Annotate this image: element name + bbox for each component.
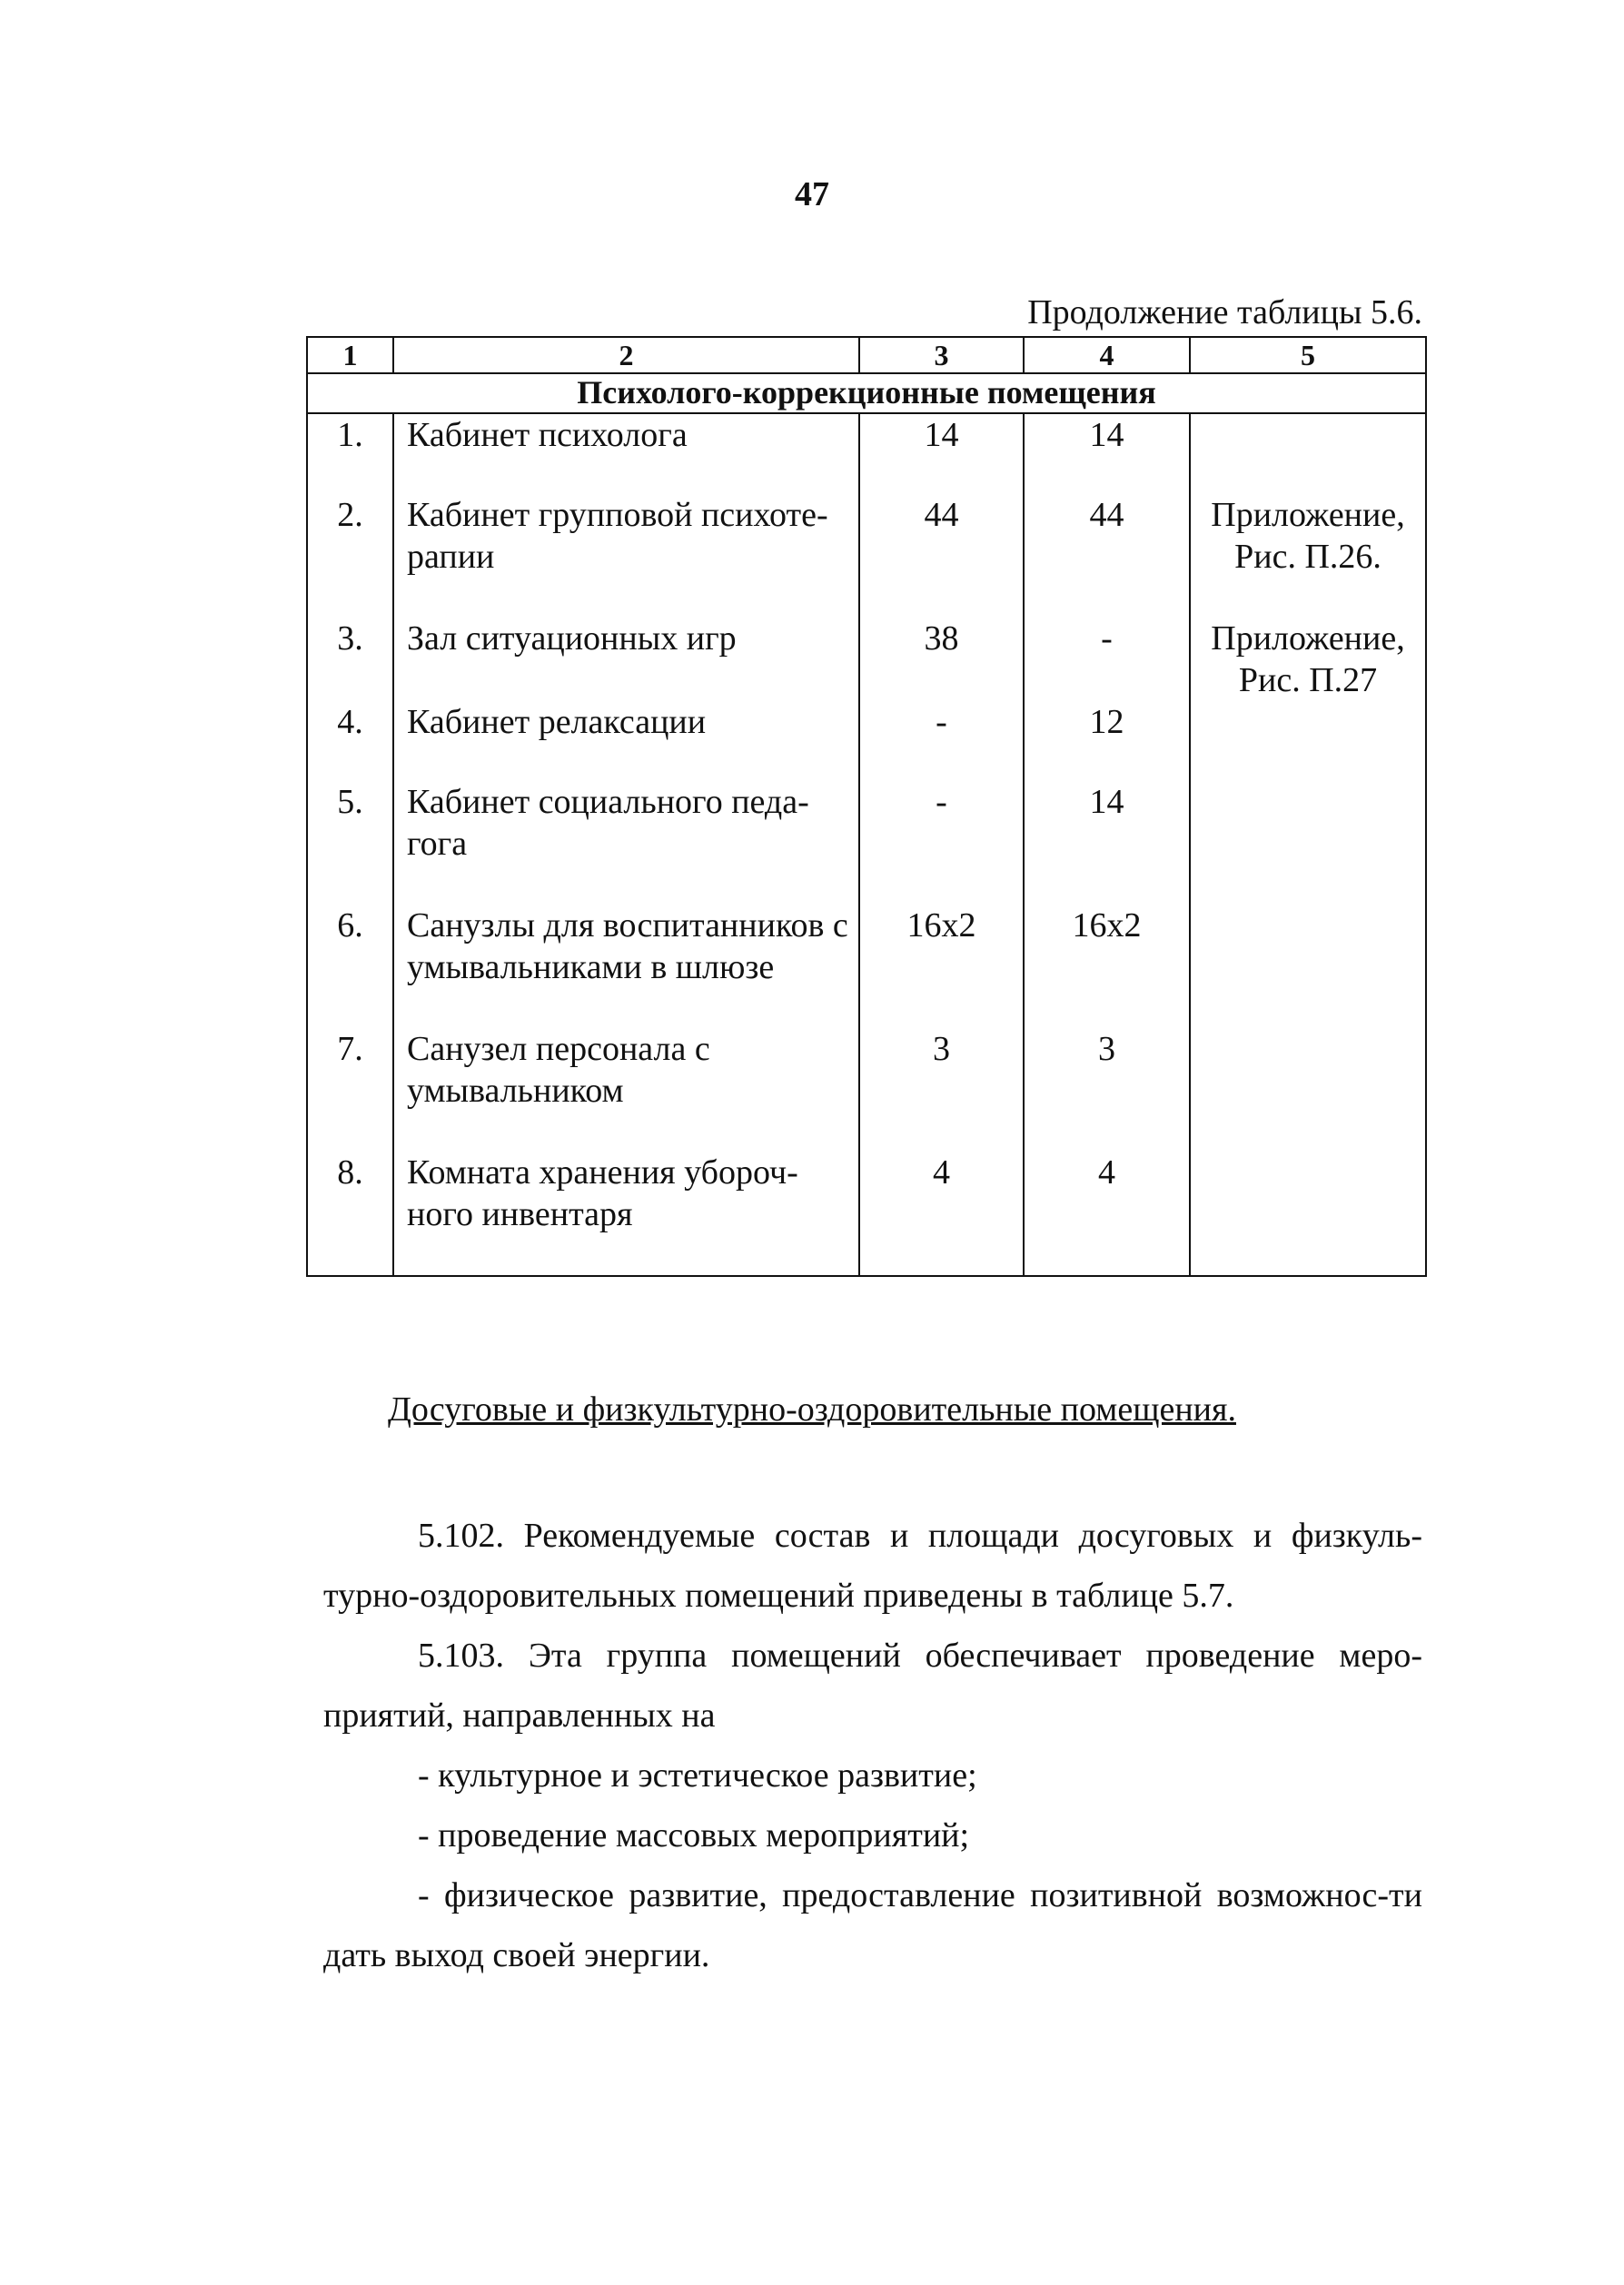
reference <box>1190 781 1426 905</box>
list-item: - физическое развитие, предоставление позитивной возможнос-ти дать выход своей энергии. <box>323 1876 1422 1974</box>
header-col-2: 2 <box>393 337 859 373</box>
room-name: Санузел персонала с умывальником <box>393 1028 859 1152</box>
area-col3: - <box>859 701 1024 781</box>
reference <box>1190 701 1426 781</box>
reference: Приложение, Рис. П.27 <box>1190 618 1426 701</box>
list-item: - культурное и эстетическое развитие; <box>418 1756 977 1795</box>
area-col3: 14 <box>859 413 1024 494</box>
table-row <box>307 1152 1426 1276</box>
row-number: 6. <box>307 905 393 1028</box>
area-col4: 12 <box>1024 701 1190 781</box>
reference <box>1190 413 1426 494</box>
paragraph-5-103: 5.103. Эта группа помещений обеспечивает проведение меро-приятий, направленных на <box>323 1637 1422 1735</box>
reference: Приложение, Рис. П.26. <box>1190 494 1426 618</box>
table-header-row <box>307 337 1426 373</box>
paragraph-5-102: 5.102. Рекомендуемые состав и площади досуговых и физкуль-турно-оздоровительных помещений приведены в таблице 5.7. <box>323 1517 1422 1615</box>
row-number: 1. <box>307 413 393 494</box>
room-name: Санузлы для воспитанников с умывальниками в шлюзе <box>393 905 859 1028</box>
area-col3: - <box>859 781 1024 905</box>
row-number: 4. <box>307 701 393 781</box>
reference <box>1190 905 1426 1028</box>
area-col4: 3 <box>1024 1028 1190 1152</box>
area-col4: 16x2 <box>1024 905 1190 1028</box>
area-col3: 38 <box>859 618 1024 701</box>
table-caption: Продолжение таблицы 5.6. <box>1027 293 1422 331</box>
table-row <box>307 1028 1426 1152</box>
room-name: Кабинет психолога <box>393 413 859 494</box>
row-number: 7. <box>307 1028 393 1152</box>
section-heading: Досуговые и физкультурно-оздоровительные помещения. <box>388 1390 1236 1429</box>
reference <box>1190 1028 1426 1152</box>
page-number: 47 <box>795 175 829 213</box>
room-name: Кабинет релаксации <box>393 701 859 781</box>
area-col3: 16x2 <box>859 905 1024 1028</box>
table-row <box>307 781 1426 905</box>
header-col-3: 3 <box>859 337 1024 373</box>
area-col3: 44 <box>859 494 1024 618</box>
row-number: 3. <box>307 618 393 701</box>
room-name: Кабинет социального педа-гога <box>393 781 859 905</box>
room-name: Зал ситуационных игр <box>393 618 859 701</box>
reference <box>1190 1152 1426 1276</box>
table-row <box>307 413 1426 494</box>
table-row <box>307 618 1426 701</box>
section-title: Психолого-коррекционные помещения <box>307 373 1426 413</box>
area-col3: 3 <box>859 1028 1024 1152</box>
table-row <box>307 905 1426 1028</box>
list-item: - проведение массовых мероприятий; <box>418 1816 970 1855</box>
body-text <box>323 1506 1422 1985</box>
rooms-table <box>306 336 1427 1277</box>
row-number: 5. <box>307 781 393 905</box>
area-col4: 14 <box>1024 781 1190 905</box>
area-col4: 4 <box>1024 1152 1190 1276</box>
header-col-5: 5 <box>1190 337 1426 373</box>
table-row <box>307 494 1426 618</box>
row-number: 8. <box>307 1152 393 1276</box>
room-name: Кабинет групповой психоте-рапии <box>393 494 859 618</box>
area-col3: 4 <box>859 1152 1024 1276</box>
table-row <box>307 701 1426 781</box>
header-col-4: 4 <box>1024 337 1190 373</box>
area-col4: 44 <box>1024 494 1190 618</box>
header-col-1: 1 <box>307 337 393 373</box>
area-col4: - <box>1024 618 1190 701</box>
section-row <box>307 373 1426 413</box>
room-name: Комната хранения убороч-ного инвентаря <box>393 1152 859 1276</box>
area-col4: 14 <box>1024 413 1190 494</box>
row-number: 2. <box>307 494 393 618</box>
